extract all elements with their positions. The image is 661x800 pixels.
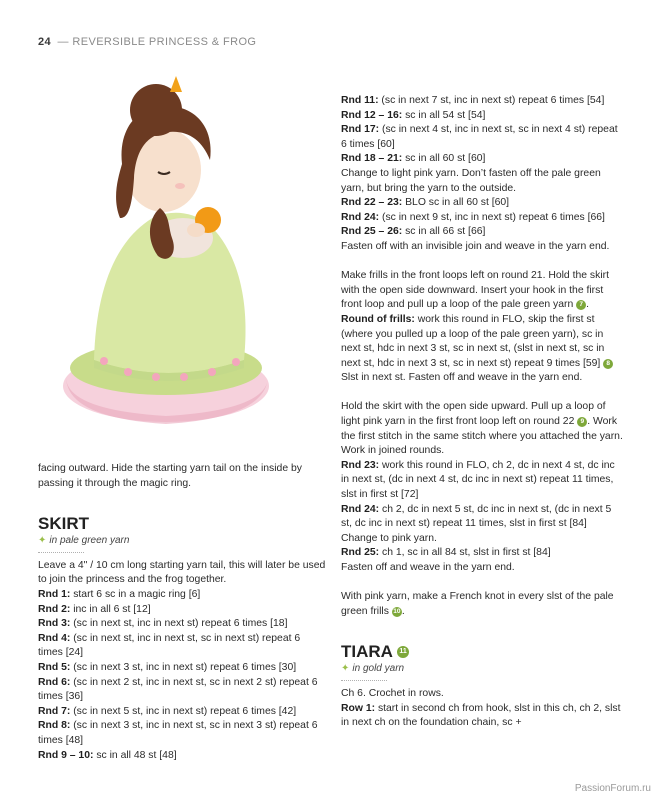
divider <box>341 677 387 681</box>
arrow-icon: ✦ <box>341 662 350 674</box>
rows-group-c <box>341 459 624 532</box>
pattern-row: Rnd 3: (sc in next st, inc in next st) repeat 6 times [18] <box>38 618 288 630</box>
hold-skirt-text: Hold the skirt with the open side upward. Pull up a loop of light pink yarn in the first front loop left on round 22 9 . Work the first stitch in the same stitch where you attached the yarn. Work in joined rounds. <box>341 401 623 457</box>
pattern-row: Rnd 17: (sc in next 4 st, inc in next st, sc in next 4 st) repeat 6 times [60] <box>341 124 618 150</box>
pattern-row: Rnd 9 – 10: sc in all 48 st [48] <box>38 749 177 761</box>
round-25: Rnd 25: ch 1, sc in all 84 st, slst in first st [84] <box>341 547 551 559</box>
pattern-row: Rnd 25 – 26: sc in all 66 st [66] <box>341 226 486 238</box>
intro-text: facing outward. Hide the starting yarn tail on the inside by passing it through the magic ring. <box>38 463 302 489</box>
pattern-row: Rnd 23: work this round in FLO, ch 2, dc in next 4 st, dc inc in next st, (dc in next 4 st, dc inc in next st) repeat 11 times, slst in first st [72] <box>341 459 615 501</box>
page-number: 24 <box>38 36 52 48</box>
princess-doll-photo <box>38 68 313 460</box>
watermark: PassionForum.ru <box>574 783 651 794</box>
step-badge: 11 <box>397 646 409 658</box>
rows-group-a <box>341 94 624 167</box>
page-header <box>38 36 256 48</box>
step-badge: 7 <box>576 300 586 310</box>
frills-intro: Make frills in the front loops left on round 21. Hold the skirt with the open side downward. Insert your hook in the first front loop and pull up a loop of the pale green yarn 7 . <box>341 270 609 311</box>
tiara-chain: Ch 6. Crochet in rows. <box>341 687 444 699</box>
rows-group-b <box>341 196 624 240</box>
slst-text: Slst in next st. Fasten off and weave in the yarn end. <box>341 372 583 384</box>
french-knot-text: With pink yarn, make a French knot in every slst of the pale green frills 10. <box>341 591 614 617</box>
change-yarn-text: Change to light pink yarn. Don’t fasten off the pale green yarn, but bring the yarn to the outside. <box>341 167 601 194</box>
step-badge: 10 <box>393 607 401 615</box>
tiara-row-1: Row 1: start in second ch from hook, slst in this ch, ch 2, slst in next ch on the foundation chain, sc + <box>341 702 621 729</box>
frills-round: Round of frills: work this round in FLO, skip the first st (where you pulled up a loop of the pale green yarn), sc in next st, hdc in next 3 st, sc in next st, (slst in next st, sc in next st, hdc in next 3 st, sc in next st) repeat 9 times [59] 8 <box>341 313 624 371</box>
tiara-heading: TIARA 11 <box>341 642 624 662</box>
arrow-icon: ✦ <box>38 534 47 546</box>
pattern-row: Rnd 7: (sc in next 5 st, inc in next st) repeat 6 times [42] <box>38 705 297 717</box>
pattern-row: Rnd 5: (sc in next 3 st, inc in next st) repeat 6 times [30] <box>38 661 297 673</box>
pattern-row: Rnd 24: (sc in next 9 st, inc in next st) repeat 6 times [66] <box>341 211 605 223</box>
pattern-row: Rnd 18 – 21: sc in all 60 st [60] <box>341 153 486 165</box>
skirt-intro: Leave a 4" / 10 cm long starting yarn tail, this will later be used to join the princess and the frog together. <box>38 559 326 586</box>
right-column <box>341 94 624 731</box>
running-title: — REVERSIBLE PRINCESS & FROG <box>57 36 257 48</box>
pattern-row: Rnd 11: (sc in next 7 st, inc in next st) repeat 6 times [54] <box>341 95 605 106</box>
pattern-row: Rnd 4: (sc in next st, inc in next st, sc in next st) repeat 6 times [24] <box>38 632 301 659</box>
fasten-off-text-2: Fasten off and weave in the yarn end. <box>341 562 515 573</box>
change-pink-text: Change to pink yarn. <box>341 532 437 544</box>
skirt-rows <box>38 588 326 763</box>
pattern-row: Rnd 6: (sc in next 2 st, inc in next st, sc in next 2 st) repeat 6 times [36] <box>38 676 318 703</box>
step-badge: 8 <box>603 359 613 369</box>
pattern-row: Rnd 22 – 23: BLO sc in all 60 st [60] <box>341 197 510 209</box>
pattern-row: Rnd 24: ch 2, dc in next 5 st, dc inc in next st, (dc in next 5 st, dc inc in next st) repeat 11 times, slst in first st [84] <box>341 503 612 530</box>
tiara-subtitle: ✦ in gold yarn <box>341 662 405 674</box>
pattern-row: Rnd 12 – 16: sc in all 54 st [54] <box>341 109 486 121</box>
pattern-row: Rnd 2: inc in all 6 st [12] <box>38 603 151 615</box>
pattern-row: Rnd 1: start 6 sc in a magic ring [6] <box>38 588 201 600</box>
divider <box>38 549 84 553</box>
skirt-subtitle: ✦ in pale green yarn <box>38 534 130 546</box>
skirt-heading: SKIRT <box>38 513 89 533</box>
fasten-off-text: Fasten off with an invisible join and weave in the yarn end. <box>341 240 610 252</box>
left-column <box>38 462 326 763</box>
step-badge: 9 <box>577 417 587 427</box>
pattern-row: Rnd 8: (sc in next 3 st, inc in next st, sc in next 3 st) repeat 6 times [48] <box>38 720 318 746</box>
